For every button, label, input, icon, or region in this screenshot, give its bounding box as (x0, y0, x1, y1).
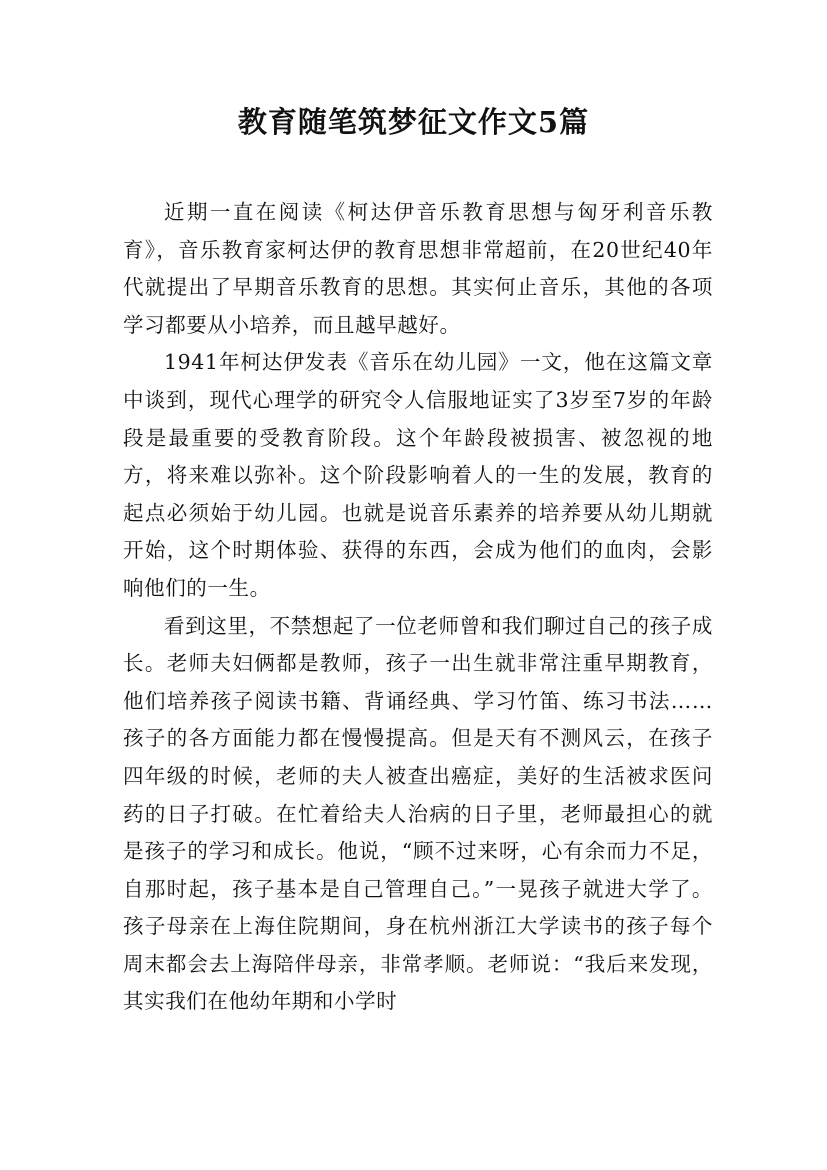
document-title: 教育随笔筑梦征文作文5篇 (237, 105, 590, 139)
paragraph-2: 1941年柯达伊发表《音乐在幼儿园》一文，他在这篇文章中谈到，现代心理学的研究令人信服地证实了3岁至7岁的年龄段是最重要的受教育阶段。这个年龄段被损害、被忽视的地方，将来难以弥补。这个阶段影响着人的一生的发展，教育的起点必须始于幼儿园。也就是说音乐素养的培养要从幼儿期就开始，这个时期体验、获得的东西，会成为他们的血肉，会影响他们的一生。 (123, 350, 713, 600)
paragraph-1: 近期一直在阅读《柯达伊音乐教育思想与匈牙利音乐教育》，音乐教育家柯达伊的教育思想非常超前，在20世纪40年代就提出了早期音乐教育的思想。其实何止音乐，其他的各项学习都要从小培养，而且越早越好。 (123, 200, 713, 337)
document-body (123, 194, 713, 1021)
paragraph-3: 看到这里，不禁想起了一位老师曾和我们聊过自己的孩子成长。老师夫妇俩都是教师，孩子一出生就非常注重早期教育，他们培养孩子阅读书籍、背诵经典、学习竹笛、练习书法……孩子的各方面能力都在慢慢提高。但是天有不测风云，在孩子四年级的时候，老师的夫人被查出癌症，美好的生活被求医问药的日子打破。在忙着给夫人治病的日子里，老师最担心的就是孩子的学习和成长。他说，“顾不过来呀，心有余而力不足，自那时起，孩子基本是自己管理自己。”一晃孩子就进大学了。孩子母亲在上海住院期间，身在杭州浙江大学读书的孩子每个周末都会去上海陪伴母亲，非常孝顺。老师说：“我后来发现，其实我们在他幼年期和小学时 (123, 613, 713, 1014)
